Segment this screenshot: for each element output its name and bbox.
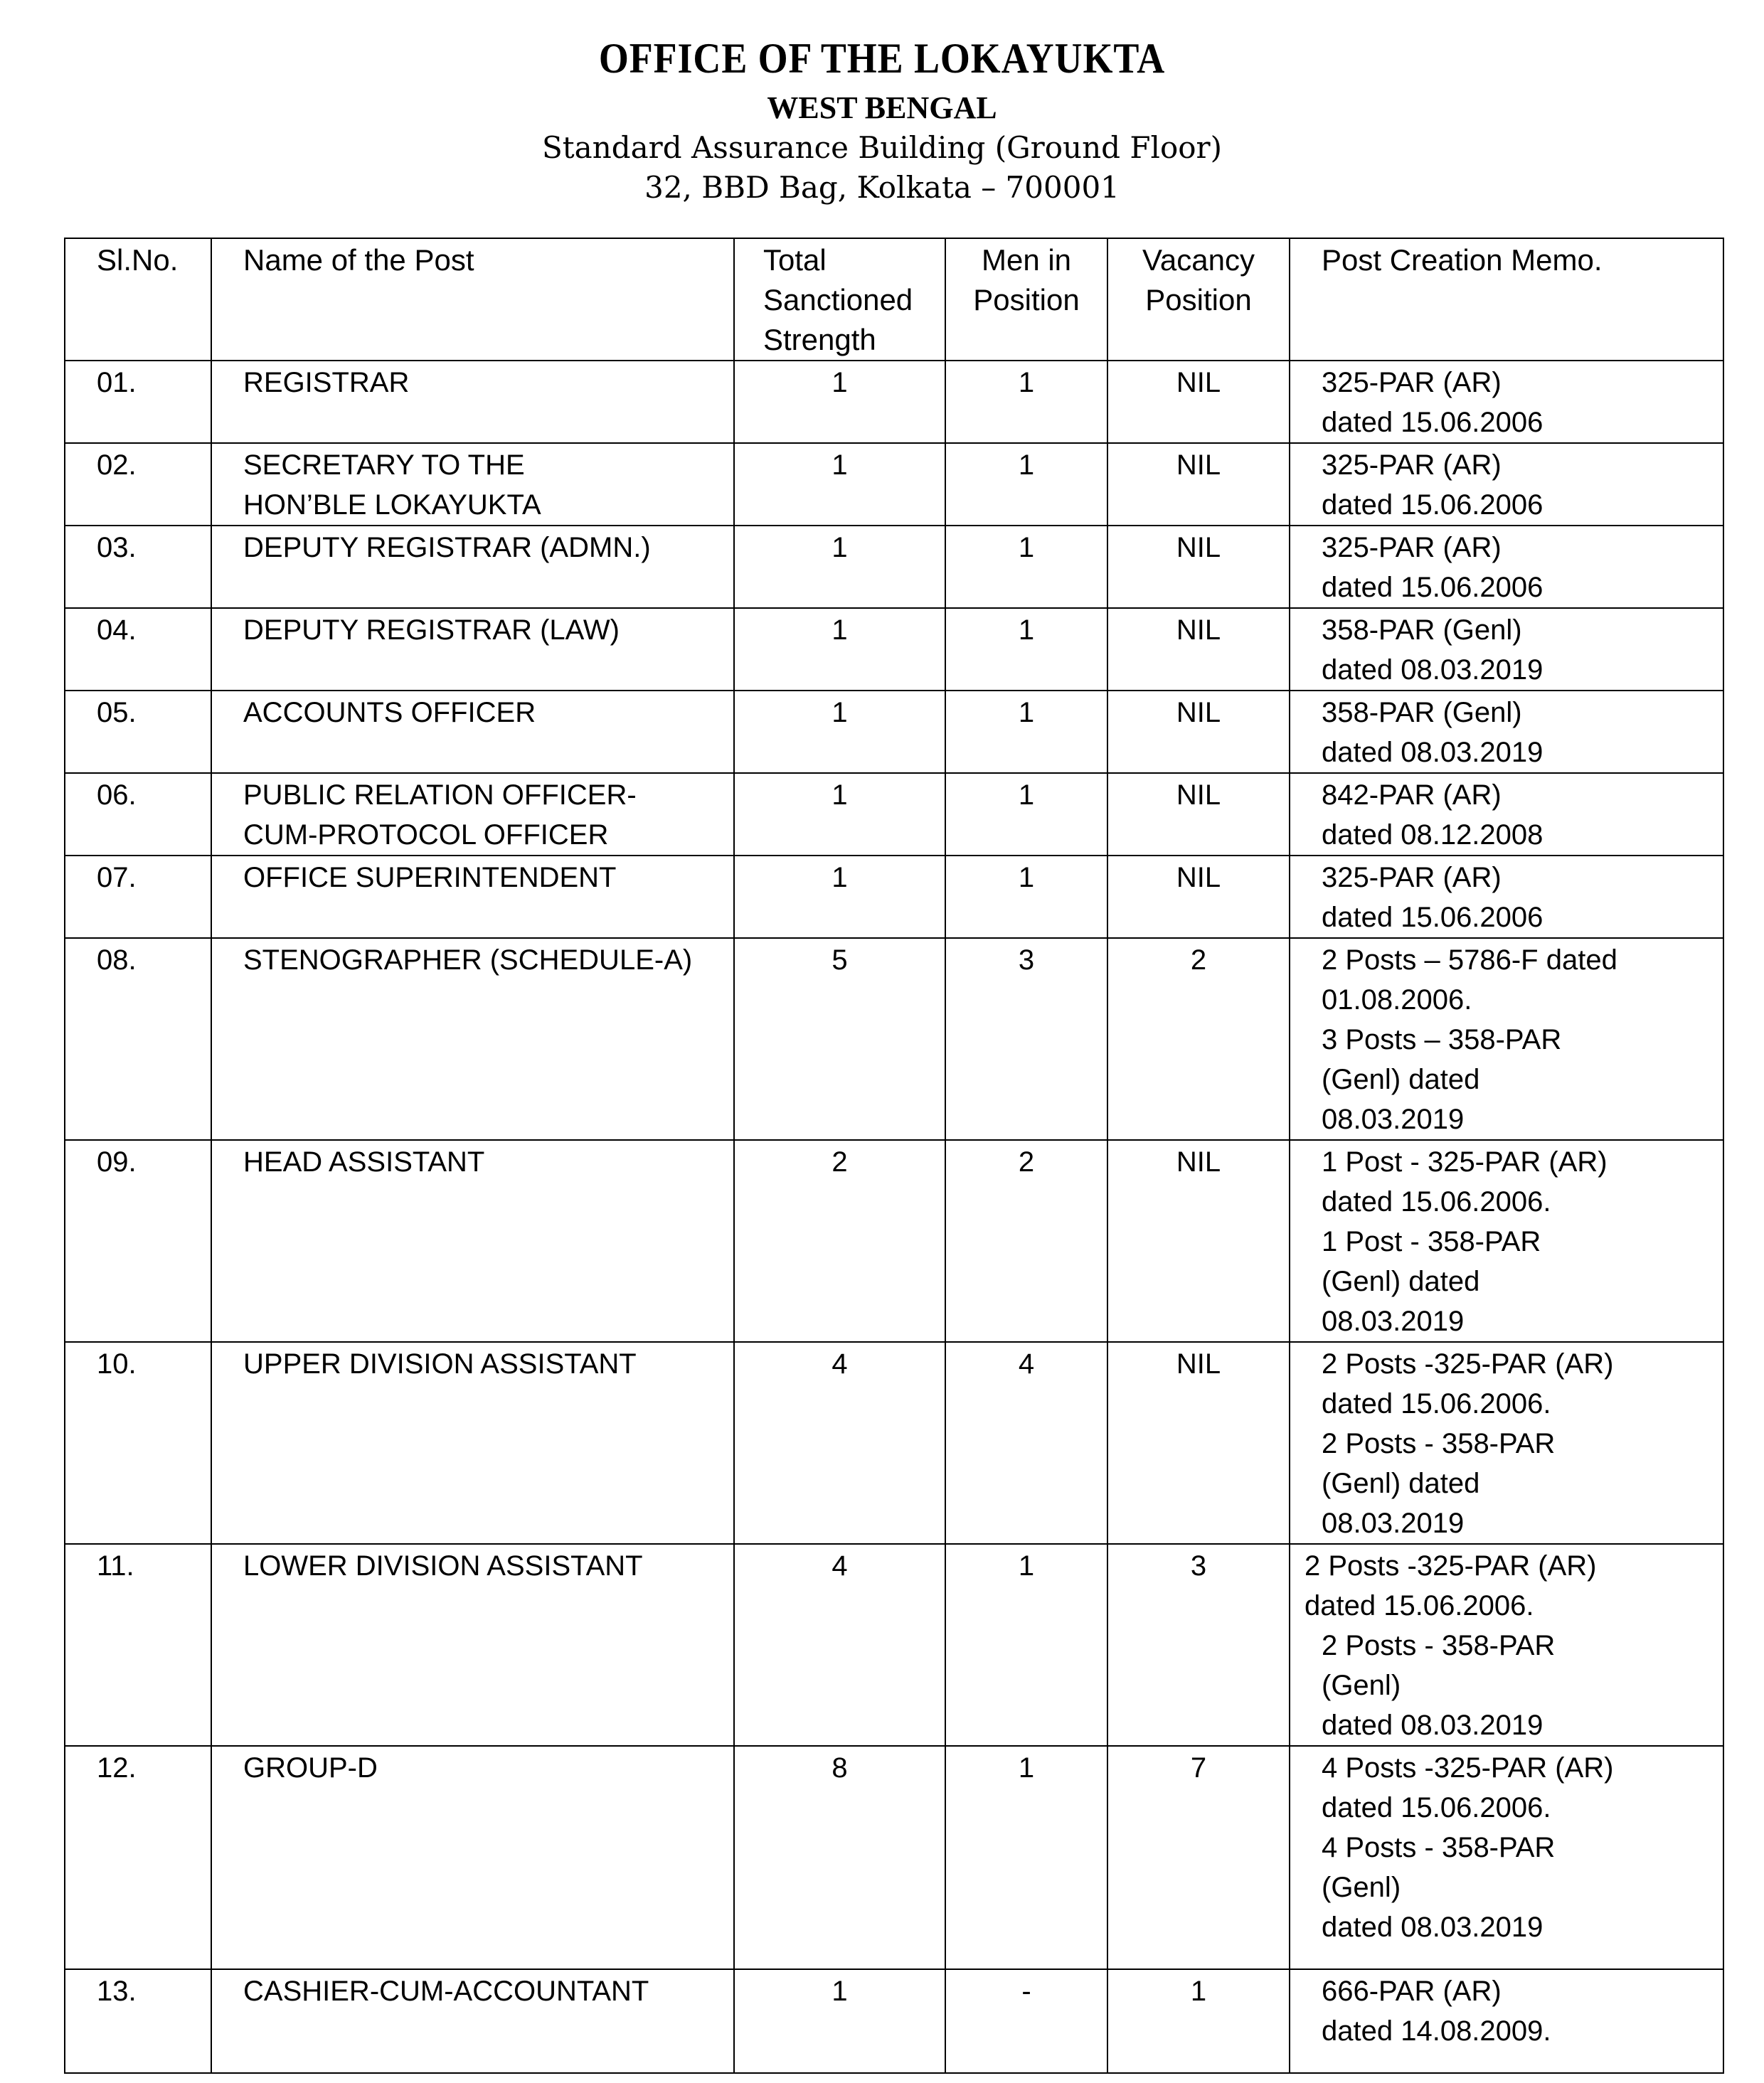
cell-post-name [211,1969,734,2073]
cell-vacancy-position: 2 [1107,938,1290,1140]
cell-men-in-position: 1 [945,1746,1107,1969]
cell-post-creation-memo [1290,773,1723,856]
cell-post-name [211,443,734,526]
posts-table-body [65,361,1723,2073]
cell-sanctioned-strength: 8 [734,1746,945,1969]
header-post-creation-memo: Post Creation Memo. [1290,238,1723,361]
memo-line: dated 15.06.2006. [1322,1388,1551,1419]
address-line-1: Standard Assurance Building (Ground Floor) [542,130,1222,165]
table-row [65,526,1723,608]
memo-line: 08.03.2019 [1322,1306,1465,1337]
table-row [65,856,1723,938]
post-name-line: GROUP-D [243,1752,378,1784]
cell-sanctioned-strength: 1 [734,608,945,691]
cell-post-name [211,526,734,608]
memo-line: (Genl) dated [1322,1266,1480,1297]
cell-sanctioned-strength: 2 [734,1140,945,1342]
cell-men-in-position: 1 [945,691,1107,773]
post-name-line: STENOGRAPHER (SCHEDULE-A) [243,944,693,976]
cell-vacancy-position: NIL [1107,773,1290,856]
cell-men-in-position: - [945,1969,1107,2073]
cell-post-name [211,856,734,938]
memo-line: dated 15.06.2006 [1322,572,1544,603]
memo-line: 4 Posts -325-PAR (AR) [1322,1752,1614,1784]
memo-line: dated 14.08.2009. [1322,2015,1551,2047]
cell-post-name [211,773,734,856]
cell-men-in-position: 1 [945,773,1107,856]
cell-sl-no: 04. [65,608,211,691]
memo-line: 666-PAR (AR) [1322,1976,1502,2007]
cell-men-in-position: 1 [945,608,1107,691]
memo-line: 1 Post - 358-PAR [1322,1226,1541,1257]
cell-sanctioned-strength: 4 [734,1342,945,1544]
memo-line: 2 Posts - 358-PAR [1322,1630,1556,1661]
memo-line: 358-PAR (Genl) [1322,614,1522,646]
table-row [65,1342,1723,1544]
table-row [65,1544,1723,1746]
memo-line: dated 15.06.2006. [1322,1186,1551,1218]
state-name: WEST BENGAL [767,90,997,125]
table-row [65,773,1723,856]
memo-line: 358-PAR (Genl) [1322,697,1522,728]
cell-sl-no: 05. [65,691,211,773]
table-row [65,1969,1723,2073]
cell-post-creation-memo [1290,1544,1723,1746]
header-sanctioned-strength: Total Sanctioned Strength [734,238,945,361]
cell-post-creation-memo [1290,1140,1723,1342]
cell-post-name [211,1140,734,1342]
table-header-row [65,238,1723,361]
cell-post-creation-memo [1290,443,1723,526]
memo-line: dated 15.06.2006 [1322,407,1544,438]
cell-post-creation-memo [1290,361,1723,443]
memo-line: (Genl) dated [1322,1468,1480,1499]
posts-table [64,238,1724,2074]
memo-line: dated 08.03.2019 [1322,1710,1544,1741]
cell-post-name [211,1544,734,1746]
cell-vacancy-position: NIL [1107,1140,1290,1342]
cell-post-creation-memo [1290,1746,1723,1969]
cell-sl-no: 01. [65,361,211,443]
table-row [65,443,1723,526]
post-name-line: DEPUTY REGISTRAR (ADMN.) [243,532,651,563]
header-sl-no: Sl.No. [65,238,211,361]
memo-line: 2 Posts – 5786-F dated [1322,944,1617,976]
cell-vacancy-position: NIL [1107,526,1290,608]
letterhead [0,28,1764,208]
cell-sl-no: 07. [65,856,211,938]
cell-sl-no: 02. [65,443,211,526]
cell-sl-no: 08. [65,938,211,1140]
memo-line: 842-PAR (AR) [1322,779,1502,811]
memo-line: dated 08.12.2008 [1322,819,1544,851]
cell-post-name [211,691,734,773]
cell-vacancy-position: NIL [1107,856,1290,938]
post-name-line: CASHIER-CUM-ACCOUNTANT [243,1976,649,2007]
cell-men-in-position: 1 [945,526,1107,608]
cell-sl-no: 12. [65,1746,211,1969]
memo-line: (Genl) [1322,1670,1401,1701]
memo-line: 2 Posts -325-PAR (AR) [1305,1550,1597,1582]
memo-line: 3 Posts – 358-PAR [1322,1024,1562,1055]
cell-vacancy-position: 1 [1107,1969,1290,2073]
cell-vacancy-position: NIL [1107,1342,1290,1544]
memo-line: dated 15.06.2006 [1322,902,1544,933]
cell-post-creation-memo [1290,856,1723,938]
cell-men-in-position: 4 [945,1342,1107,1544]
header-post-name: Name of the Post [211,238,734,361]
memo-line: dated 08.03.2019 [1322,654,1544,686]
memo-line: 1 Post - 325-PAR (AR) [1322,1146,1608,1178]
cell-post-creation-memo [1290,608,1723,691]
post-name-line: ACCOUNTS OFFICER [243,697,536,728]
cell-post-creation-memo [1290,1969,1723,2073]
cell-post-creation-memo [1290,1342,1723,1544]
cell-vacancy-position: 3 [1107,1544,1290,1746]
post-name-line: PUBLIC RELATION OFFICER- [243,779,637,811]
table-row [65,608,1723,691]
post-name-line: CUM-PROTOCOL OFFICER [243,819,609,851]
memo-line: 01.08.2006. [1322,984,1472,1016]
post-name-line: HEAD ASSISTANT [243,1146,485,1178]
memo-line: 325-PAR (AR) [1322,862,1502,893]
office-title: OFFICE OF THE LOKAYUKTA [598,35,1166,82]
header-vacancy-position: Vacancy Position [1107,238,1290,361]
cell-post-creation-memo [1290,691,1723,773]
cell-sl-no: 09. [65,1140,211,1342]
cell-sanctioned-strength: 1 [734,1969,945,2073]
memo-line: 2 Posts - 358-PAR [1322,1428,1556,1459]
cell-vacancy-position: NIL [1107,443,1290,526]
post-name-line: UPPER DIVISION ASSISTANT [243,1348,637,1380]
memo-line: 2 Posts -325-PAR (AR) [1322,1348,1614,1380]
memo-line: 08.03.2019 [1322,1508,1465,1539]
cell-sanctioned-strength: 1 [734,526,945,608]
table-row [65,938,1723,1140]
cell-men-in-position: 2 [945,1140,1107,1342]
post-name-line: HON’BLE LOKAYUKTA [243,489,541,521]
cell-men-in-position: 3 [945,938,1107,1140]
memo-line: dated 08.03.2019 [1322,737,1544,768]
memo-line: 325-PAR (AR) [1322,367,1502,398]
table-row [65,691,1723,773]
post-name-line: OFFICE SUPERINTENDENT [243,862,617,893]
cell-sl-no: 10. [65,1342,211,1544]
cell-post-creation-memo [1290,938,1723,1140]
cell-vacancy-position: NIL [1107,361,1290,443]
memo-line: dated 15.06.2006. [1322,1792,1551,1823]
memo-line: dated 08.03.2019 [1322,1912,1544,1943]
post-name-line: DEPUTY REGISTRAR (LAW) [243,614,620,646]
address-line-2: 32, BBD Bag, Kolkata – 700001 [644,170,1120,205]
memo-line: dated 15.06.2006. [1305,1590,1534,1621]
cell-sanctioned-strength: 1 [734,361,945,443]
header-men-in-position: Men in Position [945,238,1107,361]
memo-line: (Genl) dated [1322,1064,1480,1095]
post-name-line: SECRETARY TO THE [243,449,525,481]
cell-sl-no: 03. [65,526,211,608]
cell-vacancy-position: NIL [1107,691,1290,773]
cell-men-in-position: 1 [945,361,1107,443]
cell-men-in-position: 1 [945,443,1107,526]
cell-post-name [211,361,734,443]
cell-sanctioned-strength: 5 [734,938,945,1140]
table-row [65,1746,1723,1969]
cell-sanctioned-strength: 1 [734,856,945,938]
cell-post-name [211,608,734,691]
cell-sanctioned-strength: 1 [734,691,945,773]
cell-men-in-position: 1 [945,856,1107,938]
memo-line: 325-PAR (AR) [1322,532,1502,563]
table-row [65,1140,1723,1342]
cell-post-name [211,1746,734,1969]
cell-sanctioned-strength: 1 [734,443,945,526]
table-row [65,361,1723,443]
post-name-line: REGISTRAR [243,367,410,398]
cell-sl-no: 06. [65,773,211,856]
cell-sl-no: 11. [65,1544,211,1746]
cell-men-in-position: 1 [945,1544,1107,1746]
cell-post-creation-memo [1290,526,1723,608]
memo-line: dated 15.06.2006 [1322,489,1544,521]
memo-line: (Genl) [1322,1872,1401,1903]
memo-line: 325-PAR (AR) [1322,449,1502,481]
memo-line: 4 Posts - 358-PAR [1322,1832,1556,1863]
cell-vacancy-position: 7 [1107,1746,1290,1969]
memo-line: 08.03.2019 [1322,1104,1465,1135]
cell-post-name [211,938,734,1140]
cell-sanctioned-strength: 1 [734,773,945,856]
cell-post-name [211,1342,734,1544]
cell-sanctioned-strength: 4 [734,1544,945,1746]
cell-sl-no: 13. [65,1969,211,2073]
post-name-line: LOWER DIVISION ASSISTANT [243,1550,643,1582]
cell-vacancy-position: NIL [1107,608,1290,691]
